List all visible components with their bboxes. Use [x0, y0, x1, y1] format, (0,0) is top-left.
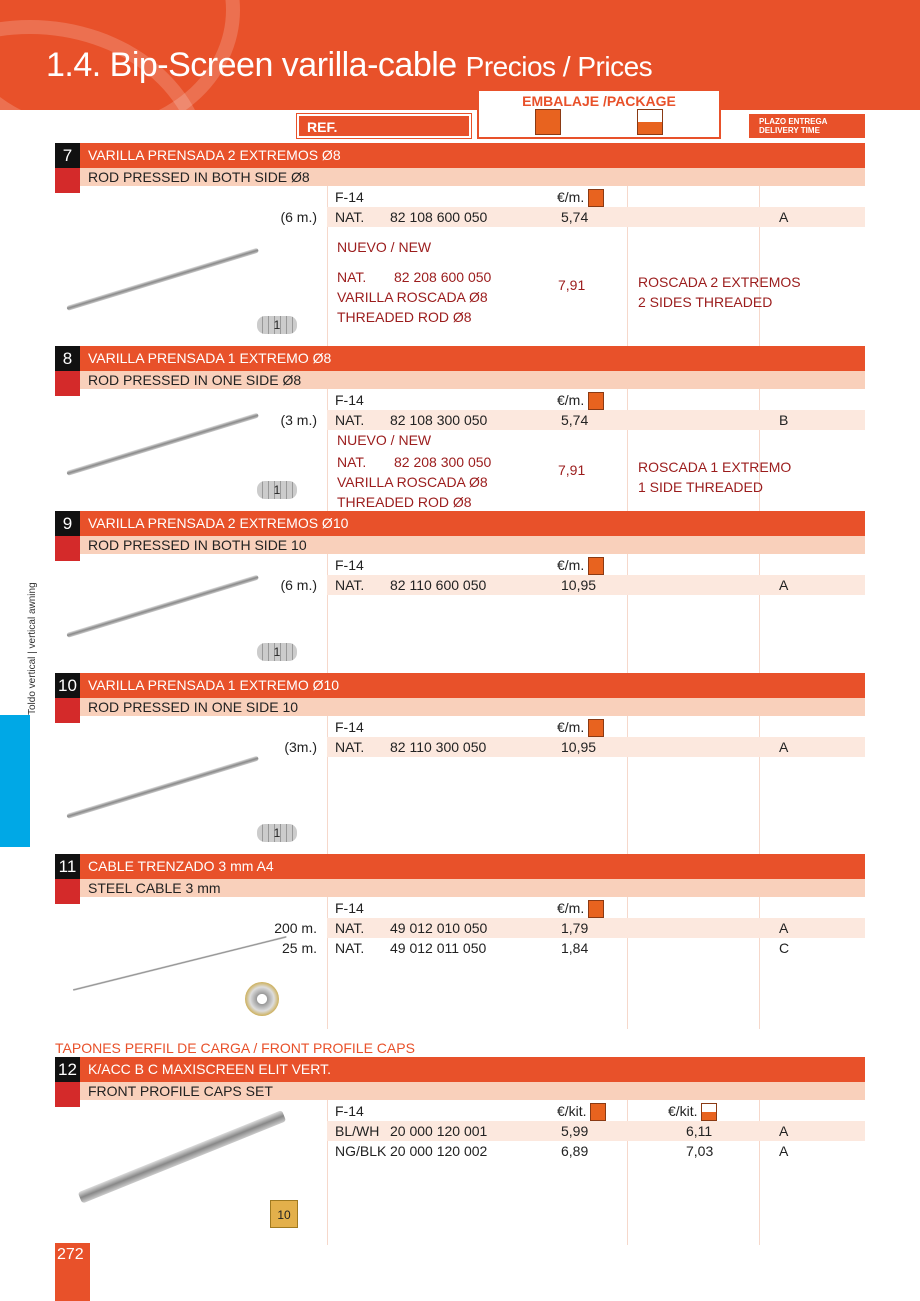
- delivery-time: A: [779, 1123, 789, 1139]
- section-number: 8: [55, 346, 80, 371]
- section-subtitle: ROD PRESSED IN ONE SIDE Ø8: [80, 371, 865, 389]
- price: 5,74: [561, 209, 589, 225]
- delivery-time: A: [779, 920, 789, 936]
- ref-code: 82 110 600 050: [390, 577, 487, 593]
- price-unit: €/m.: [557, 392, 604, 410]
- new-price: 7,91: [558, 277, 586, 293]
- page-number: 272: [55, 1243, 90, 1301]
- price-row: [327, 575, 865, 595]
- ref-header: REF.: [297, 114, 471, 138]
- new-code: 82 208 600 050: [394, 269, 492, 285]
- model-label: F-14: [335, 900, 364, 916]
- title-main: 1.4. Bip-Screen varilla-cable: [46, 46, 457, 84]
- model-row: [327, 1101, 865, 1121]
- model-row: [327, 717, 865, 737]
- section-number: 10: [55, 673, 80, 698]
- new-label: NUEVO / NEW: [337, 432, 432, 448]
- new-type: NAT.: [337, 269, 367, 285]
- type-label: NAT.: [335, 739, 365, 755]
- bundle-icon: 1: [257, 316, 297, 334]
- ref-code: 20 000 120 002: [390, 1143, 488, 1159]
- delivery-time: A: [779, 1143, 789, 1159]
- delivery-label-es: PLAZO ENTREGA: [759, 117, 828, 126]
- title-sub: Precios / Prices: [465, 51, 653, 82]
- model-row: [327, 187, 865, 207]
- section-title: VARILLA PRENSADA 1 EXTREMO Ø8: [80, 346, 865, 371]
- price: 10,95: [561, 577, 597, 593]
- box-icon: [588, 392, 604, 410]
- price: 10,95: [561, 739, 597, 755]
- model-row: [327, 390, 865, 410]
- product-section: [55, 346, 865, 511]
- bundle-icon: 1: [257, 643, 297, 661]
- delivery-time: A: [779, 739, 789, 755]
- section-marker: [55, 879, 80, 904]
- box-icon: [535, 109, 561, 135]
- rod-image: [66, 756, 259, 819]
- section-marker: [55, 536, 80, 561]
- ref-code: 49 012 011 050: [390, 940, 487, 956]
- model-label: F-14: [335, 189, 364, 205]
- delivery-header: [749, 114, 865, 138]
- type-label: NAT.: [335, 940, 365, 956]
- new-code: 82 208 300 050: [394, 454, 492, 470]
- price-row: [327, 1121, 865, 1141]
- side-label: Toldo vertical | vertical awning: [27, 582, 38, 715]
- type-label: NAT.: [335, 209, 365, 225]
- price-row: [327, 938, 865, 958]
- ref-code: 49 012 010 050: [390, 920, 488, 936]
- box-icon: [588, 557, 604, 575]
- section-title: VARILLA PRENSADA 2 EXTREMOS Ø10: [80, 511, 865, 536]
- price-row: [327, 1141, 865, 1161]
- rod-image: [66, 413, 259, 476]
- package-header: [477, 89, 721, 139]
- new-note-en: 2 SIDES THREADED: [638, 294, 773, 310]
- open-box-icon: [637, 109, 663, 135]
- product-section: [55, 1057, 865, 1245]
- new-note-es: ROSCADA 1 EXTREMO: [638, 459, 792, 475]
- section-marker: [55, 1082, 80, 1107]
- section-title: VARILLA PRENSADA 2 EXTREMOS Ø8: [80, 143, 865, 168]
- rod-length: (6 m.): [280, 209, 317, 225]
- section-marker: [55, 698, 80, 723]
- page-title: [46, 46, 652, 85]
- price-row: [327, 737, 865, 757]
- model-row: [327, 898, 865, 918]
- box-icon: [590, 1103, 606, 1121]
- rod-length: (3m.): [284, 739, 317, 755]
- section-title: VARILLA PRENSADA 1 EXTREMO Ø10: [80, 673, 865, 698]
- ref-code: 82 110 300 050: [390, 739, 487, 755]
- type-label: BL/WH: [335, 1123, 380, 1139]
- section-title: CABLE TRENZADO 3 mm A4: [80, 854, 865, 879]
- price-2: 7,03: [686, 1143, 714, 1159]
- new-name-en: THREADED ROD Ø8: [337, 494, 472, 510]
- new-price: 7,91: [558, 462, 586, 478]
- model-label: F-14: [335, 1103, 364, 1119]
- price-unit: €/m.: [557, 557, 604, 575]
- section-number: 9: [55, 511, 80, 536]
- product-section: [55, 673, 865, 854]
- package-qty-icon: 10: [270, 1200, 298, 1228]
- delivery-label-en: DELIVERY TIME: [759, 126, 820, 135]
- section-marker: [55, 168, 80, 193]
- price-row: [327, 918, 865, 938]
- product-section: [55, 854, 865, 1029]
- price-unit: €/kit.: [557, 1103, 606, 1121]
- rod-image: [66, 575, 259, 638]
- section-subtitle: STEEL CABLE 3 mm: [80, 879, 865, 897]
- type-label: NAT.: [335, 412, 365, 428]
- price-unit-2: €/kit.: [668, 1103, 717, 1121]
- price: 5,74: [561, 412, 589, 428]
- price: 6,89: [561, 1143, 589, 1159]
- delivery-time: A: [779, 577, 789, 593]
- price-row: [327, 410, 865, 430]
- rod-length: 200 m.: [274, 920, 317, 936]
- new-label: NUEVO / NEW: [337, 239, 432, 255]
- section-number: 11: [55, 854, 80, 879]
- section-number: 7: [55, 143, 80, 168]
- section-subtitle: ROD PRESSED IN ONE SIDE 10: [80, 698, 865, 716]
- delivery-time: A: [779, 209, 789, 225]
- package-label: EMBALAJE /PACKAGE: [522, 93, 676, 109]
- new-name-en: THREADED ROD Ø8: [337, 309, 472, 325]
- price: 1,79: [561, 920, 589, 936]
- delivery-time: C: [779, 940, 790, 956]
- model-row: [327, 555, 865, 575]
- price: 1,84: [561, 940, 589, 956]
- box-icon: [588, 900, 604, 918]
- price-unit: €/m.: [557, 719, 604, 737]
- ref-code: 20 000 120 001: [390, 1123, 488, 1139]
- price-unit: €/m.: [557, 189, 604, 207]
- type-label: NG/BLK: [335, 1143, 387, 1159]
- rod-length: 25 m.: [281, 940, 317, 956]
- model-label: F-14: [335, 392, 364, 408]
- ref-code: 82 108 600 050: [390, 209, 488, 225]
- cable-coil-icon: [245, 982, 279, 1016]
- caps-caption: TAPONES PERFIL DE CARGA / FRONT PROFILE CAPS: [55, 1040, 415, 1056]
- bundle-icon: 1: [257, 824, 297, 842]
- box-icon: [588, 189, 604, 207]
- rod-image: [66, 248, 259, 311]
- rod-length: (6 m.): [280, 577, 317, 593]
- section-title: K/ACC B C MAXISCREEN ELIT VERT.: [80, 1057, 865, 1082]
- section-subtitle: ROD PRESSED IN BOTH SIDE Ø8: [80, 168, 865, 186]
- section-marker: [55, 371, 80, 396]
- price-unit: €/m.: [557, 900, 604, 918]
- type-label: NAT.: [335, 577, 365, 593]
- price-2: 6,11: [686, 1123, 713, 1139]
- new-note-en: 1 SIDE THREADED: [638, 479, 763, 495]
- bundle-icon: 1: [257, 481, 297, 499]
- ref-code: 82 108 300 050: [390, 412, 488, 428]
- rod-length: (3 m.): [280, 412, 317, 428]
- price: 5,99: [561, 1123, 589, 1139]
- new-name-es: VARILLA ROSCADA Ø8: [337, 474, 488, 490]
- type-label: NAT.: [335, 920, 365, 936]
- section-tab: [0, 715, 30, 847]
- section-subtitle: ROD PRESSED IN BOTH SIDE 10: [80, 536, 865, 554]
- new-note-es: ROSCADA 2 EXTREMOS: [638, 274, 801, 290]
- caps-image: [78, 1110, 286, 1204]
- model-label: F-14: [335, 719, 364, 735]
- header-banner: [0, 0, 920, 110]
- section-subtitle: FRONT PROFILE CAPS SET: [80, 1082, 865, 1100]
- delivery-time: B: [779, 412, 789, 428]
- section-number: 12: [55, 1057, 80, 1082]
- box-icon: [588, 719, 604, 737]
- product-section: [55, 143, 865, 346]
- new-name-es: VARILLA ROSCADA Ø8: [337, 289, 488, 305]
- new-type: NAT.: [337, 454, 367, 470]
- model-label: F-14: [335, 557, 364, 573]
- open-box-icon: [701, 1103, 717, 1121]
- price-row: [327, 207, 865, 227]
- product-section: [55, 511, 865, 673]
